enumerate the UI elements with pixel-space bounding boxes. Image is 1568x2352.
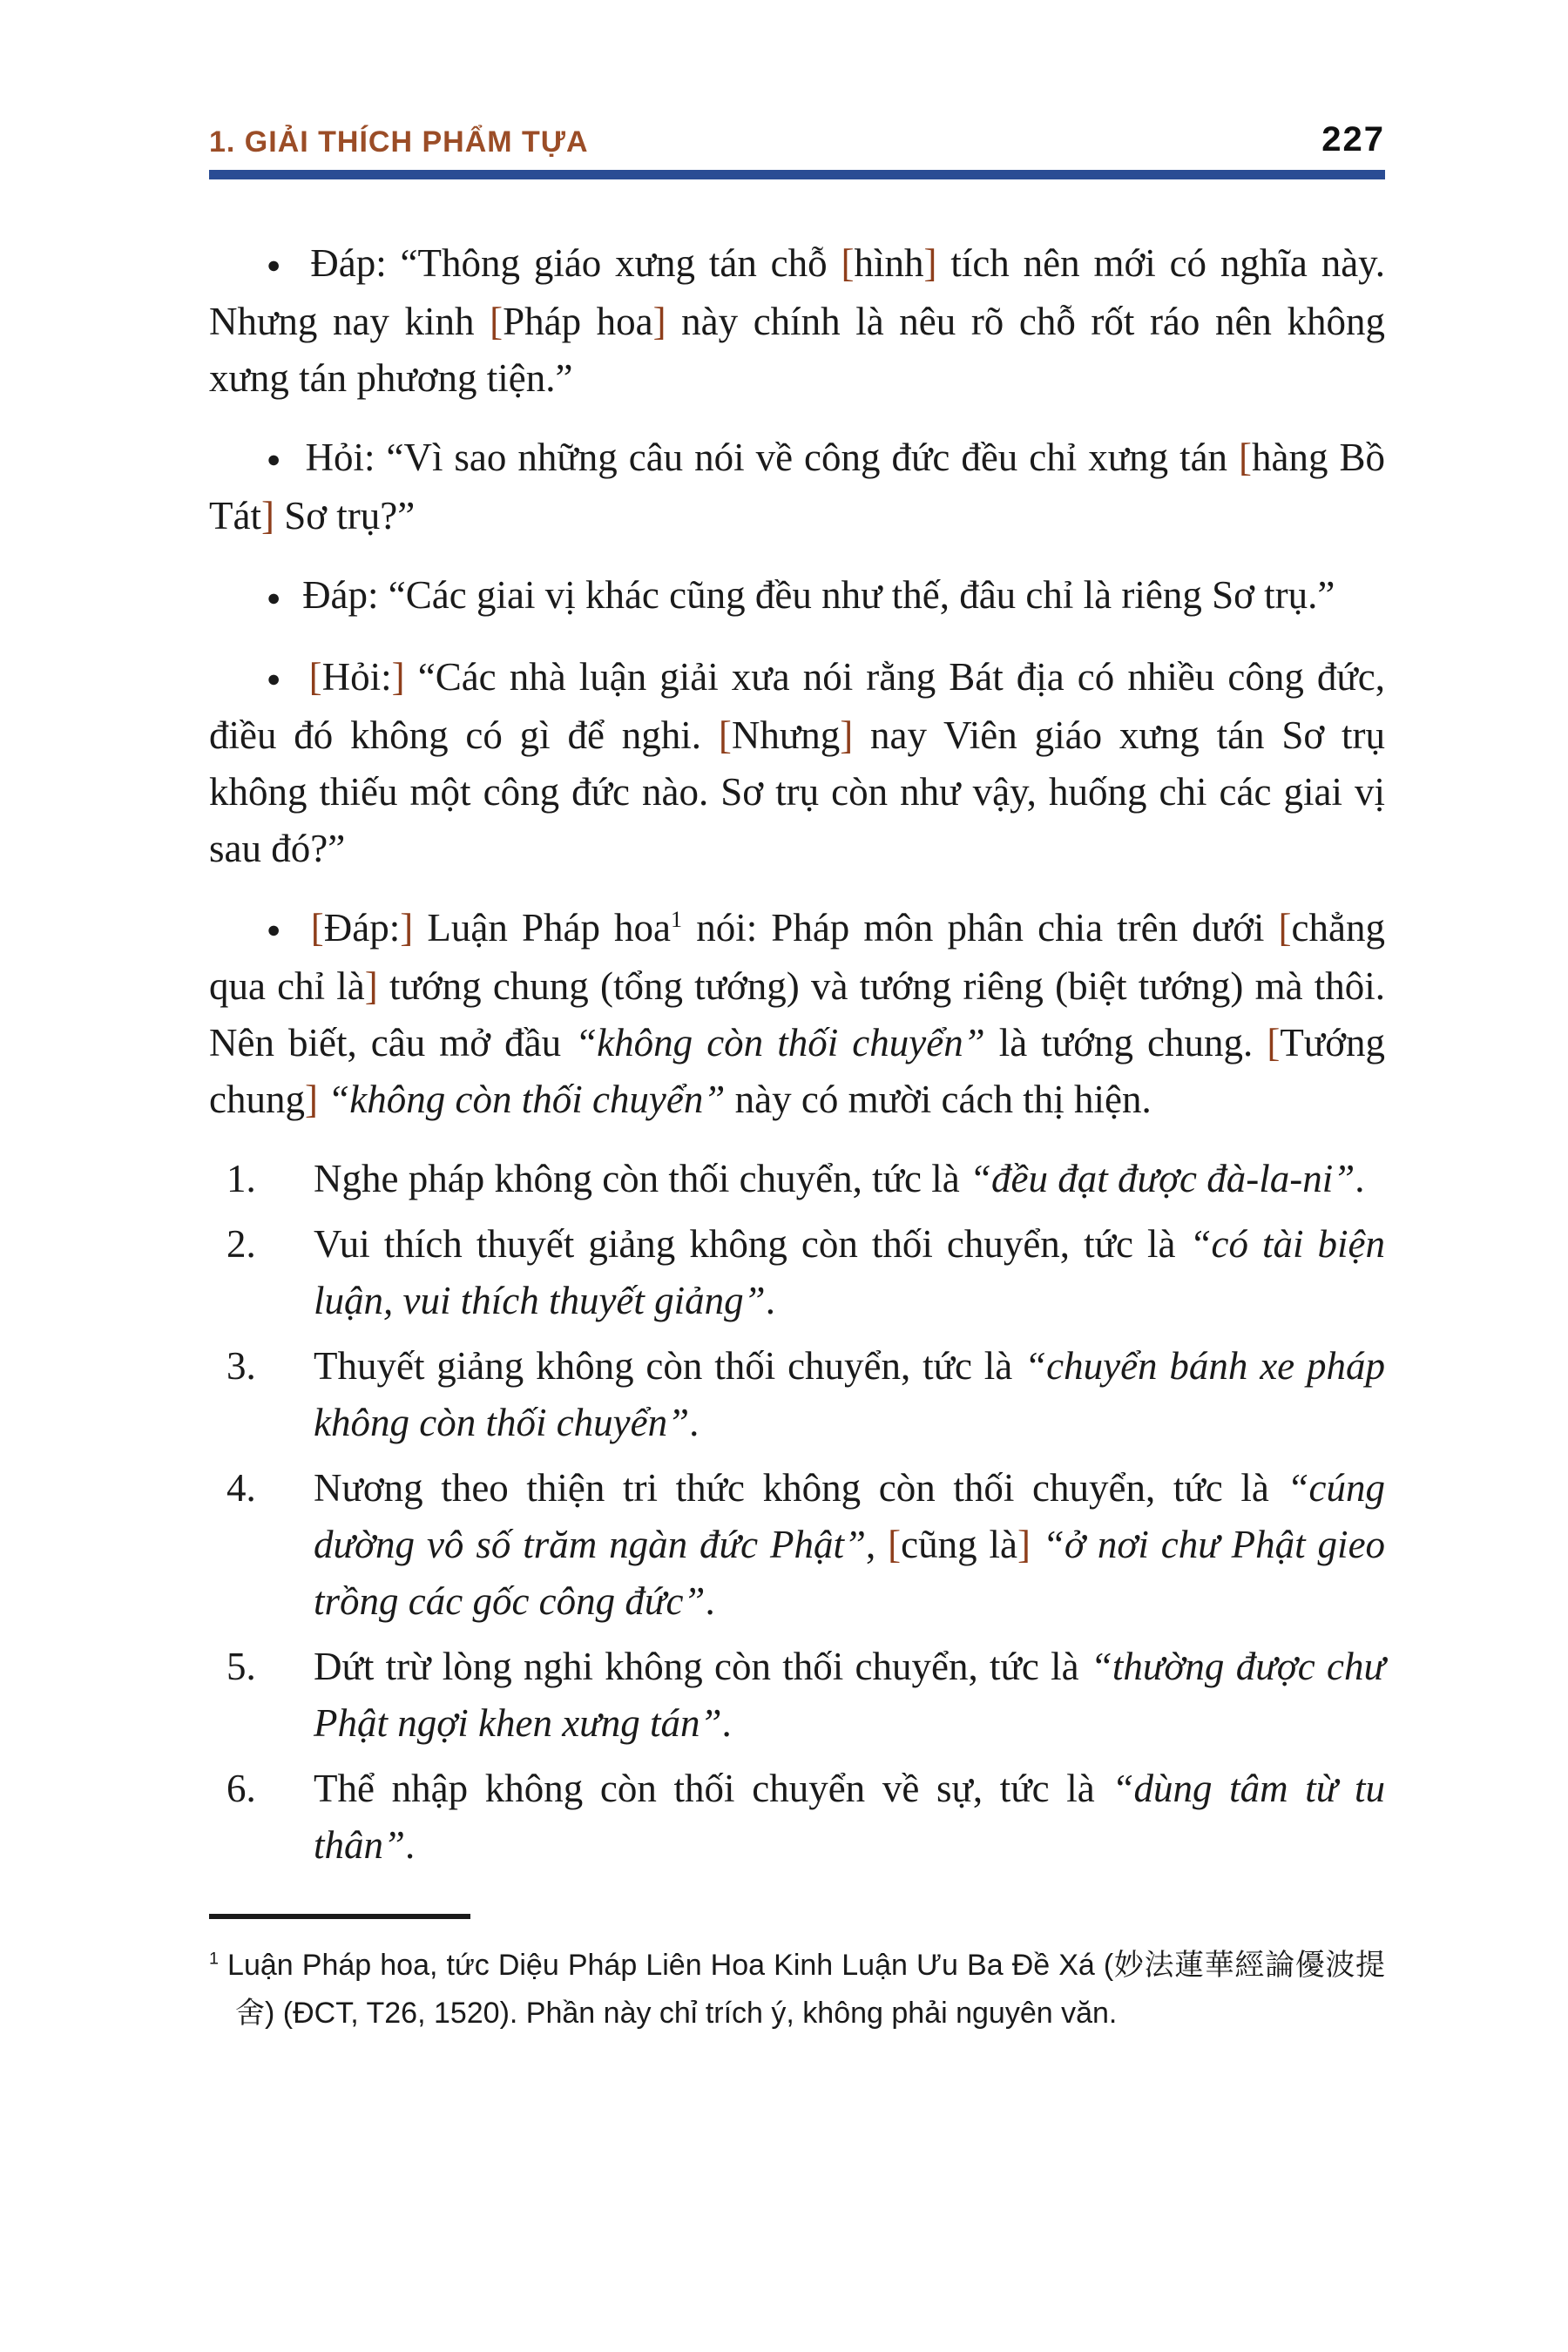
paragraph: [209, 429, 1385, 544]
text-segment: [318, 1078, 328, 1121]
text-segment: Hỏi:: [321, 654, 392, 699]
bullet-marker: ●: [267, 446, 290, 473]
page-number: 227: [1321, 120, 1385, 159]
quoted-italic: “có tài biện luận, vui thích thuyết giảng”: [314, 1222, 1385, 1323]
text-segment: hàng Bồ Tát: [209, 436, 1385, 538]
quoted-italic: “cúng dường vô số trăm ngàn đức Phật”: [314, 1466, 1385, 1567]
bracket-open: [: [888, 1523, 902, 1567]
list-item: [209, 1151, 1385, 1207]
bracket-open: [: [718, 713, 732, 757]
paragraph: [209, 235, 1385, 407]
bullet-marker: ●: [267, 584, 287, 611]
list-item: [209, 1338, 1385, 1451]
list-item: [209, 1216, 1385, 1329]
list-number: 1.: [226, 1157, 256, 1201]
text-segment: [1031, 1523, 1043, 1566]
list-item: [209, 1761, 1385, 1874]
paragraph: [209, 649, 1385, 877]
text-segment: .: [689, 1401, 700, 1445]
text-segment: Pháp hoa: [503, 300, 653, 344]
text-segment: là tướng chung.: [984, 1021, 1267, 1065]
text-segment: Sơ trụ?”: [274, 494, 416, 538]
bracket-close: ]: [1017, 1523, 1031, 1567]
paragraph: [209, 900, 1385, 1128]
bracket-open: [: [490, 300, 504, 344]
text-segment: Đáp: “Thông giáo xưng tán chỗ: [310, 241, 841, 285]
text-segment: chẳng qua chỉ là: [209, 905, 1385, 1009]
text-segment: này chính là nêu rõ chỗ rốt ráo nên không xưng tán phương tiện.”: [209, 300, 1385, 401]
bullet-marker: ●: [267, 916, 295, 943]
list-number: 3.: [226, 1344, 256, 1389]
paragraph: [209, 567, 1385, 625]
text-segment: tướng chung (tổng tướng) và tướng riêng (biệt tướng) mà thôi. Nên biết, câu mở đầu: [209, 964, 1385, 1065]
text-segment: Luận Pháp hoa: [413, 905, 672, 950]
text-segment: Đáp:: [323, 905, 401, 950]
text-segment: Nương theo thiện tri thức không còn thối chuyển, tức là: [314, 1466, 1288, 1511]
bracket-close: ]: [840, 713, 854, 757]
bracket-close: ]: [260, 494, 274, 538]
text-segment: Vui thích thuyết giảng không còn thối chuyển, tức là: [314, 1222, 1190, 1267]
text-segment: Hỏi: “Vì sao những câu nói về công đức đều chỉ xưng tán: [305, 436, 1240, 480]
text-segment: “Các nhà luận giải xưa nói rằng Bát địa có nhiều công đức, điều đó không có gì để nghi.: [209, 654, 1385, 757]
footnote-reference: 1: [671, 906, 683, 932]
text-segment: cũng là: [901, 1523, 1017, 1567]
text-segment: Tướng chung: [209, 1021, 1385, 1122]
page-header: [209, 120, 1385, 159]
text-segment: Nghe pháp không còn thối chuyển, tức là: [314, 1157, 970, 1201]
text-segment: Luận Pháp hoa, tức Diệu Pháp Liên Hoa Kinh Luận Ưu Ba Đề Xá (妙法蓮華經論優波提舍) (ĐCT, T26, 1520). Phần này chỉ trích ý, không phải nguyên văn.: [218, 1949, 1385, 2031]
bullet-marker: ●: [267, 665, 294, 692]
quoted-italic: “thường được chư Phật ngợi khen xưng tán”: [314, 1645, 1385, 1746]
footnote: [209, 1942, 1385, 2038]
bracket-close: ]: [364, 964, 378, 1009]
bracket-close: ]: [652, 300, 666, 344]
body-text: [209, 235, 1385, 1874]
text-segment: Dứt trừ lòng nghi không còn thối chuyển, tức là: [314, 1645, 1091, 1689]
text-segment: Nhưng: [731, 713, 841, 757]
text-segment: nay Viên giáo xưng tán Sơ trụ không thiếu một công đức nào. Sơ trụ còn như vậy, huống chi các giai vị sau đó?”: [209, 713, 1385, 870]
text-segment: .: [721, 1701, 732, 1746]
text-segment: nói: Pháp môn phân chia trên dưới: [682, 905, 1279, 950]
text-segment: Thể nhập không còn thối chuyển về sự, tức là: [314, 1767, 1112, 1811]
quoted-italic: “chuyển bánh xe pháp không còn thối chuyển”: [314, 1344, 1385, 1445]
text-segment: .: [765, 1279, 775, 1323]
list-number: 4.: [226, 1466, 256, 1511]
quoted-italic: “đều đạt được đà-la-ni”: [969, 1157, 1355, 1201]
bracket-open: [: [1278, 905, 1292, 950]
quoted-italic: “ở nơi chư Phật gieo trồng các gốc công đức”: [314, 1523, 1386, 1624]
running-title: 1. GIẢI THÍCH PHẨM TỰA: [209, 125, 589, 159]
header-rule: [209, 170, 1385, 179]
text-segment: .: [705, 1579, 715, 1624]
list-number: 6.: [226, 1767, 256, 1811]
text-segment: .: [1355, 1157, 1365, 1201]
bracket-close: ]: [400, 905, 414, 950]
bracket-open: [: [310, 905, 324, 950]
list-number: 5.: [226, 1645, 256, 1689]
list-item: [209, 1639, 1385, 1752]
text-segment: .: [405, 1823, 416, 1868]
bracket-open: [: [841, 241, 855, 285]
footnote-reference: 1: [209, 1949, 219, 1969]
bracket-open: [: [1239, 436, 1253, 480]
text-segment: hình: [854, 241, 924, 285]
quoted-italic: “không còn thối chuyển”: [328, 1078, 726, 1122]
quoted-italic: “dùng tâm từ tu thân”: [314, 1767, 1385, 1868]
text-segment: tích nên mới có nghĩa này. Nhưng nay kinh: [209, 241, 1385, 344]
bracket-close: ]: [304, 1078, 318, 1122]
text-segment: Thuyết giảng không còn thối chuyển, tức là: [314, 1344, 1025, 1389]
quoted-italic: “không còn thối chuyển”: [575, 1021, 985, 1065]
list-number: 2.: [226, 1222, 256, 1267]
bullet-marker: ●: [267, 252, 295, 279]
text-segment: Đáp: “Các giai vị khác cũng đều như thế, đâu chỉ là riêng Sơ trụ.”: [302, 573, 1335, 618]
footnote-divider: [209, 1914, 470, 1919]
text-segment: ,: [865, 1523, 889, 1567]
list-item: [209, 1460, 1385, 1630]
text-segment: này có mười cách thị hiện.: [725, 1078, 1152, 1122]
bracket-open: [: [1267, 1021, 1281, 1065]
bracket-close: ]: [923, 241, 937, 285]
bracket-close: ]: [391, 654, 405, 699]
bracket-open: [: [308, 654, 322, 699]
